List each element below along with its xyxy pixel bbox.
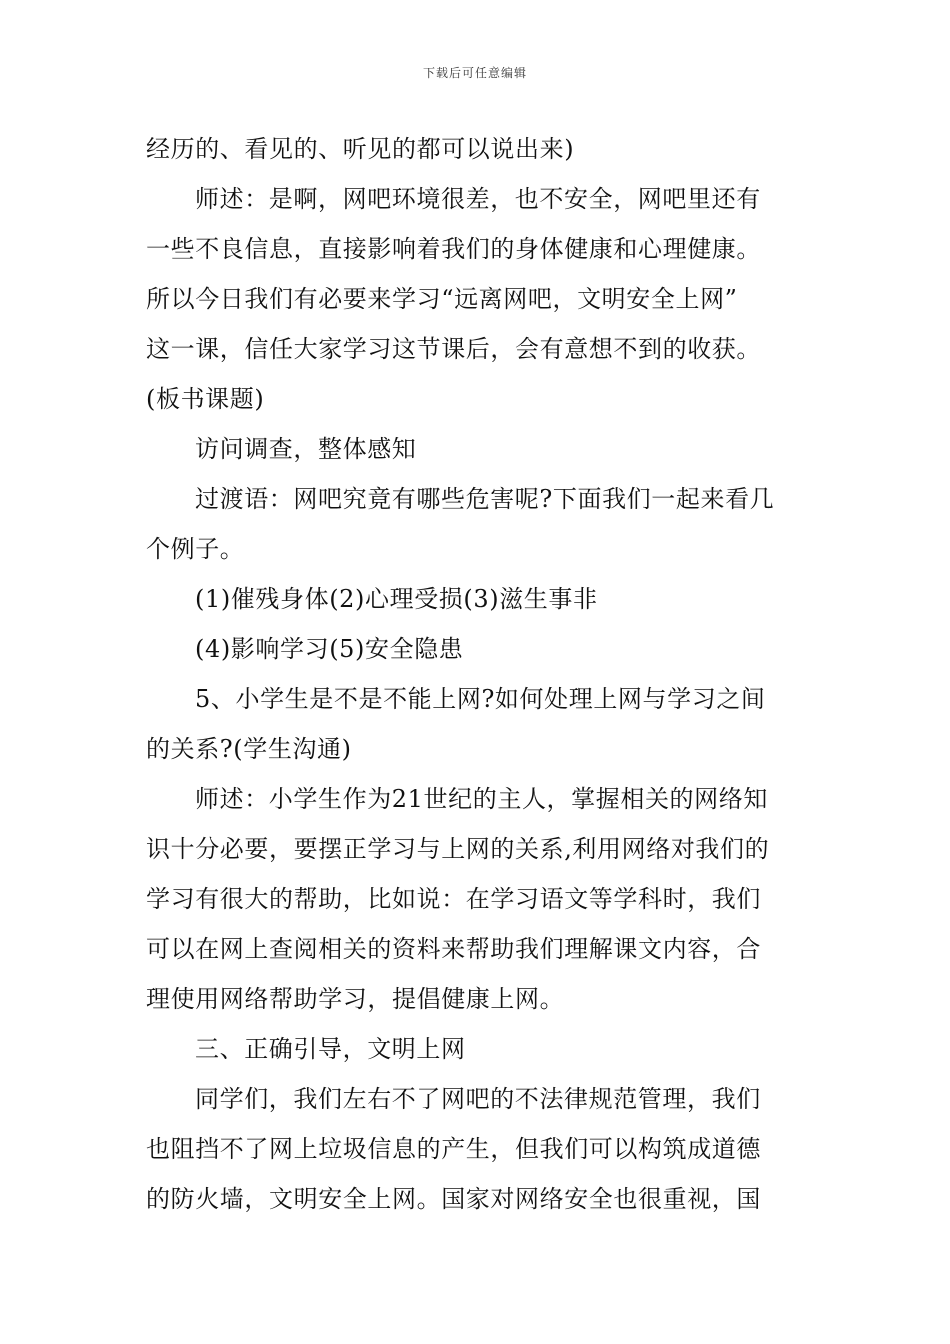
text-line: 理使用网络帮助学习，提倡健康上网。 xyxy=(146,985,565,1013)
text-line: 同学们，我们左右不了网吧的不法律规范管理，我们 xyxy=(195,1085,761,1113)
text-line: 师述：是啊，网吧环境很差，也不安全，网吧里还有 xyxy=(195,185,761,213)
text-line: 三、正确引导，文明上网 xyxy=(195,1035,466,1063)
text-line: 所以今日我们有必要来学习“远离网吧，文明安全上网” xyxy=(146,285,738,313)
text-line: (4)影响学习(5)安全隐患 xyxy=(195,635,464,663)
text-line: 师述：小学生作为21世纪的主人，掌握相关的网络知 xyxy=(195,785,768,813)
document-body xyxy=(146,124,808,1224)
text-line: (板书课题) xyxy=(146,385,265,413)
text-line: 过渡语：网吧究竟有哪些危害呢?下面我们一起来看几 xyxy=(195,485,775,513)
text-line: 的关系?(学生沟通) xyxy=(146,735,352,763)
text-line: 这一课，信任大家学习这节课后，会有意想不到的收获。 xyxy=(146,335,761,363)
page-header: 下载后可任意编辑 xyxy=(422,66,527,80)
text-line: 5、小学生是不是不能上网?如何处理上网与学习之间 xyxy=(195,685,766,713)
text-line: 可以在网上查阅相关的资料来帮助我们理解课文内容，合 xyxy=(146,935,761,963)
text-line: 访问调查，整体感知 xyxy=(195,435,417,463)
text-line: 识十分必要，要摆正学习与上网的关系,利用网络对我们的 xyxy=(146,835,770,863)
text-line: 经历的、看见的、听见的都可以说出来) xyxy=(146,135,575,163)
text-line: 一些不良信息，直接影响着我们的身体健康和心理健康。 xyxy=(146,235,761,263)
text-line: 的防火墙，文明安全上网。国家对网络安全也很重视，国 xyxy=(146,1185,761,1213)
text-line: 个例子。 xyxy=(146,535,245,563)
text-line: 也阻挡不了网上垃圾信息的产生，但我们可以构筑成道德 xyxy=(146,1135,761,1163)
text-line: 学习有很大的帮助，比如说：在学习语文等学科时，我们 xyxy=(146,885,761,913)
text-line: (1)催残身体(2)心理受损(3)滋生事非 xyxy=(195,585,598,613)
